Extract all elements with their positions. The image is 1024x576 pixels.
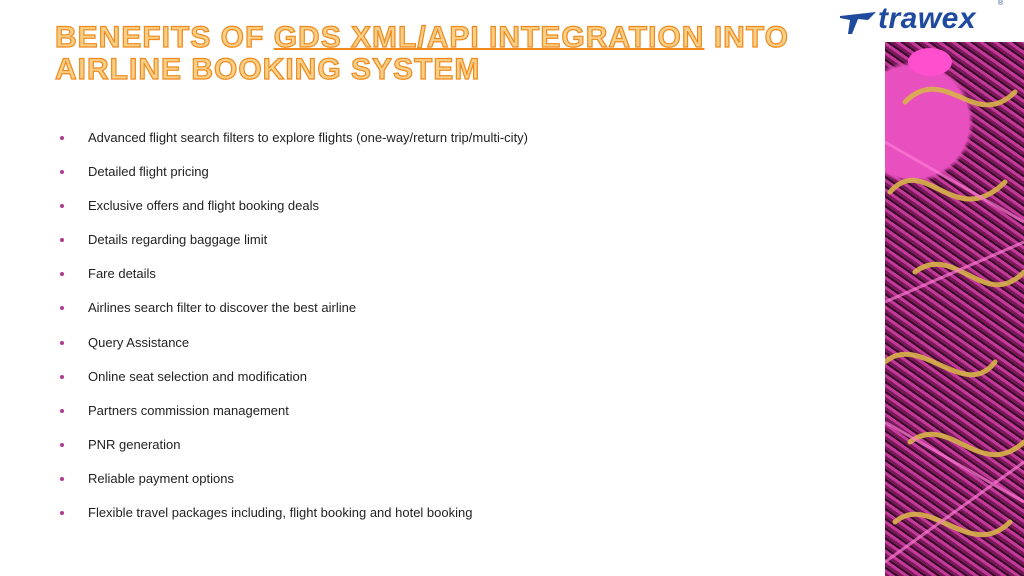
bullet-icon <box>60 375 64 379</box>
list-item-text: Online seat selection and modification <box>88 368 307 384</box>
list-item-text: Query Assistance <box>88 334 190 350</box>
bullet-icon <box>60 409 64 413</box>
list-item-text: Details regarding baggage limit <box>88 232 268 248</box>
bullet-icon <box>60 306 64 310</box>
list-item <box>60 298 528 332</box>
list-item <box>60 196 528 230</box>
bullet-icon <box>60 238 64 242</box>
list-item-text: Exclusive offers and flight booking deals <box>88 198 320 214</box>
trawex-logo <box>838 2 1018 38</box>
party-streamers-image <box>885 42 1024 576</box>
list-item <box>60 469 528 503</box>
list-item-text: Partners commission management <box>88 402 289 418</box>
slide-title <box>55 22 855 86</box>
list-item <box>60 128 528 162</box>
list-item <box>60 367 528 401</box>
list-item <box>60 162 528 196</box>
bullet-icon <box>60 341 64 345</box>
list-item-text: Advanced flight search filters to explore flights (one-way/return trip/multi-city) <box>88 130 529 145</box>
title-link[interactable]: GDS XML/API INTEGRATION <box>273 21 705 54</box>
bullet-icon <box>60 204 64 208</box>
title-part1: BENEFITS OF <box>55 21 274 54</box>
plane-arrow-icon <box>838 8 878 38</box>
list-item-text: Flexible travel packages including, flight booking and hotel booking <box>88 505 473 521</box>
list-item-text: Detailed flight pricing <box>88 164 209 180</box>
bullet-icon <box>60 170 64 174</box>
list-item <box>60 333 528 367</box>
list-item <box>60 401 528 435</box>
bullet-icon <box>60 443 64 447</box>
list-item-text: PNR generation <box>88 436 181 452</box>
list-item <box>60 435 528 469</box>
bullet-icon <box>60 477 64 481</box>
title-line2: AIRLINE BOOKING SYSTEM <box>55 53 481 86</box>
logo-text: trawex <box>878 2 977 35</box>
bullet-icon <box>60 272 64 276</box>
list-item-text: Fare details <box>88 266 156 282</box>
registered-mark: ® <box>998 0 1004 7</box>
list-item <box>60 230 528 264</box>
list-item <box>60 503 528 537</box>
benefits-list <box>60 128 528 537</box>
list-item-text: Reliable payment options <box>88 470 234 486</box>
list-item <box>60 264 528 298</box>
bullet-icon <box>60 511 64 515</box>
streamers-icon <box>885 42 1024 576</box>
bullet-icon <box>60 136 64 140</box>
title-part2: INTO <box>704 21 789 54</box>
list-item-text: Airlines search filter to discover the best airline <box>88 300 357 316</box>
